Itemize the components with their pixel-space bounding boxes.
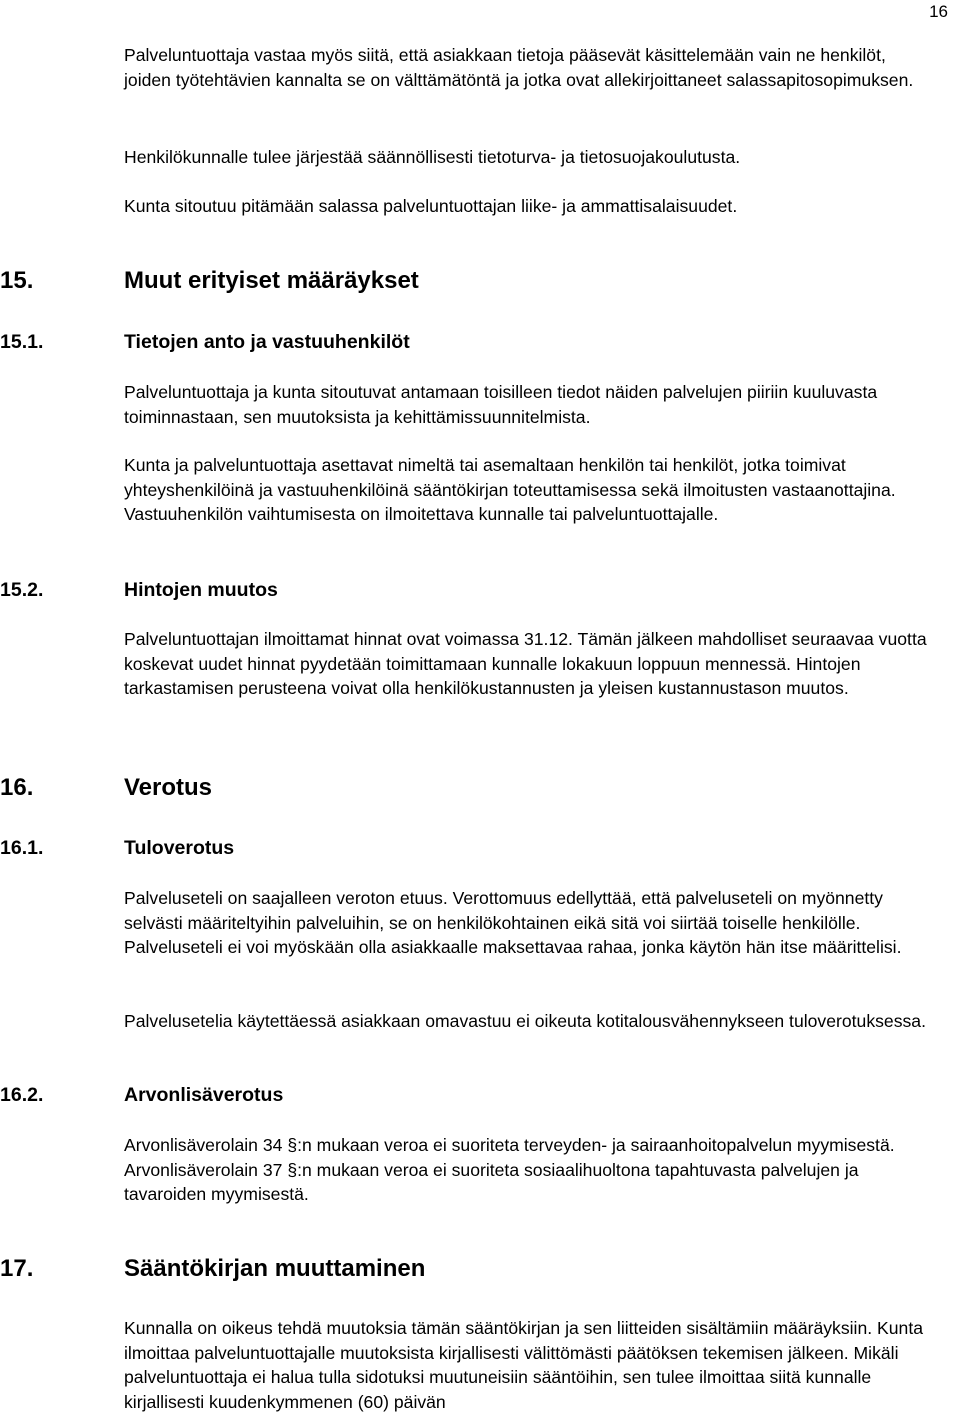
subsection-number: 15.2. (0, 579, 44, 601)
section-15-1-paragraph-2: Kunta ja palveluntuottaja asettavat nimeltä tai asemaltaan henkilön tai henkilöt, jotka toimivat yhteyshenkilöinä ja vastuuhenkilöinä sääntökirjan toteuttamisessa sekä ilmoitusten vastaanottajina. Vastuuhenkilön vaihtumisesta on ilmoitettava kunnalle tai palveluntuottajalle. (124, 455, 896, 525)
subsection-title: Hintojen muutos (124, 579, 278, 601)
section-number: 16. (0, 774, 34, 801)
intro-paragraph-1: Palveluntuottaja vastaa myös siitä, että asiakkaan tietoja pääsevät käsittelemään vain ne henkilöt, joiden työtehtävien kannalta se on välttämätöntä ja jotka ovat allekirjoittaneet salassapitosopimuksen. (124, 45, 914, 90)
section-16-1-paragraph-1: Palveluseteli on saajalleen veroton etuus. Verottomuus edellyttää, että palveluseteli on myönnetty selvästi määriteltyihin palveluihin, se on henkilökohtainen eikä sitä voi siirtää toiselle henkilölle. Palveluseteli ei voi myöskään olla asiakkaalle maksettavaa rahaa, jonka käytön hän itse määrittelisi. (124, 888, 902, 958)
section-title: Verotus (124, 774, 213, 801)
page-number: 16 (929, 2, 948, 21)
subsection-title: Tuloverotus (124, 837, 235, 859)
subsection-number: 16.1. (0, 837, 44, 859)
subsection-title: Tietojen anto ja vastuuhenkilöt (124, 331, 410, 353)
section-number: 17. (0, 1255, 34, 1282)
section-17-paragraph-1: Kunnalla on oikeus tehdä muutoksia tämän sääntökirjan ja sen liitteiden sisältämiin määräyksiin. Kunta ilmoittaa palveluntuottajalle muutoksista kirjallisesti välittömästi päätöksen tekemisen jälkeen. Mikäli palveluntuottaja ei halua tulla sidotuksi muutuneisiin sääntöihin, sen tulee ilmoittaa siitä kunnalle kirjallisesti kuudenkymmenen (60) päivän (124, 1318, 924, 1412)
section-15-2-paragraph-1: Palveluntuottajan ilmoittamat hinnat ovat voimassa 31.12. Tämän jälkeen mahdolliset seuraavaa vuotta koskevat uudet hinnat pyydetään toimittamaan kunnalle lokakuun loppuun mennessä. Hintojen tarkastamisen perusteena voivat olla henkilökustannusten ja yleisen kustannustason muutos. (124, 629, 927, 699)
section-16-2-paragraph-1: Arvonlisäverolain 34 §:n mukaan veroa ei suoriteta terveyden- ja sairaanhoitopalvelun myymisestä. Arvonlisäverolain 37 §:n mukaan veroa ei suoriteta sosiaalihuoltona tapahtuvasta palvelujen ja tavaroiden myymisestä. (124, 1135, 895, 1205)
section-title: Muut erityiset määräykset (124, 267, 419, 294)
section-15-1-paragraph-1: Palveluntuottaja ja kunta sitoutuvat antamaan toisilleen tiedot näiden palvelujen piiriin kuuluvasta toiminnastaan, sen muutoksista ja kehittämissuunnitelmista. (124, 382, 878, 427)
section-number: 15. (0, 267, 34, 294)
section-title: Sääntökirjan muuttaminen (124, 1255, 426, 1282)
subsection-title: Arvonlisäverotus (124, 1084, 284, 1106)
intro-paragraph-3: Kunta sitoutuu pitämään salassa palveluntuottajan liike- ja ammattisalaisuudet. (124, 196, 738, 216)
subsection-number: 16.2. (0, 1084, 44, 1106)
subsection-number: 15.1. (0, 331, 44, 353)
section-16-1-paragraph-2: Palvelusetelia käytettäessä asiakkaan omavastuu ei oikeuta kotitalousvähennykseen tuloverotuksessa. (124, 1011, 926, 1031)
intro-paragraph-2: Henkilökunnalle tulee järjestää säännöllisesti tietoturva- ja tietosuojakoulutusta. (124, 147, 741, 167)
